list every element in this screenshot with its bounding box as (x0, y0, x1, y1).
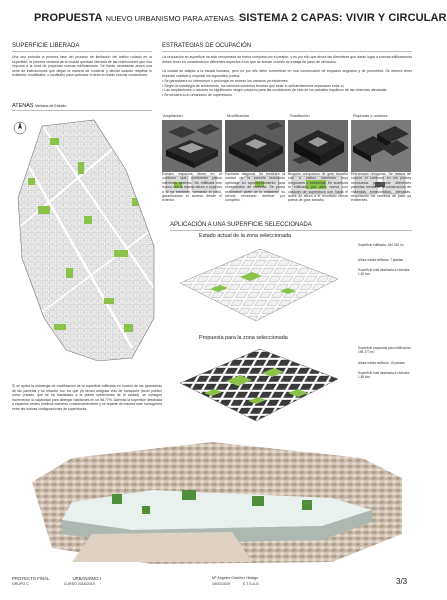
aerial-render (32, 438, 402, 566)
bullet-text: Se garantizara no interrumpir o prolongar en exceso los caminos ya existentes. (164, 79, 289, 83)
superficie-heading: SUPERFICIE LIBERADA (12, 43, 80, 49)
actual-stat-1 (358, 243, 412, 247)
divider (162, 51, 412, 52)
strategy-label-sustitucion: Sustitución (290, 113, 310, 118)
footer-date-school (212, 582, 260, 587)
footer-author: Mª Ángeles Ordóñez Hidalgo (212, 576, 259, 580)
propuesta-stat-2 (358, 361, 405, 365)
actual-stat-2 (358, 258, 403, 262)
title-propuesta: PROPUESTA (34, 12, 103, 24)
stat-text: Altura media edificios: 7 plantas (358, 258, 404, 262)
list-item: • Se tenderá a un urbanismo de superblocks (162, 92, 232, 97)
divider (170, 230, 412, 231)
bullet-text: Se tenderá a un urbanismo de superblocks (164, 92, 232, 97)
bullet-text: Según la estrategia de crecimiento, los caminos cubiertos tendrán que estar lo suficientemente separados entre sí. (164, 83, 345, 88)
aplicacion-heading: APLICACIÓN A UNA SUPERFICIE SELECCIONADA (170, 222, 312, 228)
propuesta-stat-3 (358, 371, 414, 379)
page-title (34, 12, 447, 25)
estrategias-heading: ESTRATEGIAS DE OCUPACIÓN (162, 43, 252, 49)
atenas-label-b: Ventana de Estudio (35, 104, 67, 108)
footer-proyecto: PROYECTO FINAL (12, 576, 50, 581)
actual-stat-3 (358, 268, 414, 276)
title-nuevo-urbanismo: NUEVO URBANISMO PARA ATENAS. (105, 14, 236, 23)
atenas-label-a: ATENAS (12, 103, 34, 109)
superficie-text: Una vez incluida la primera fase del proceso de limitación del tráfico rodado en la superficie, la primera ventana de la ciudad quedará liberada de las restricciones que eso imponía a la hora de proyectar nuevas edificaciones. Se harán necesarias ahora una serie de instrucciones que dirijan la manera de construir y decidir cuándo respetar lo existente, modificarlo, o sustituirlo para optimizar el área en estas nuevas condiciones. (12, 55, 152, 78)
divider (12, 51, 152, 52)
conclusion-text: Si se aplica la estrategia de modificación de la superficie edificada en función de las geometrías de las parcelas y su relación con los que ya serían antiguas vías de transporte (tanto público como privado, que se ha trasladado a la planta subterránea de la ciudad), se consigue incrementar la capacidad para albergar habitantes en un 58.77%. Además la superficie destinada a espacios verdes públicos aumenta considerablemente y se reparte de manera más homogénea entre las nuevas configuraciones de superblocks. (12, 384, 162, 411)
stat-text: Superficie edificada: 184 340 m² (358, 243, 404, 247)
footer-left (12, 576, 101, 581)
footer-curso: CURSO 2018/2019 (63, 582, 95, 586)
list-item: • Según la estrategia de crecimiento, los caminos cubiertos tendrán que estar lo suficientemente separados entre sí. (162, 83, 345, 88)
strategy-text-ampliacion: Existen espacios libres en el contorno que conforman patios interiores abiertos. Se edificará ese hueco con la misma altura o superior a lo ya existente, cerrando el patio, garantizando el acceso desde el exterior. (162, 172, 222, 203)
bullet-text: Las ampliaciones o uniones no significarán ningún perjuicio para las condiciones de vida de los actuales inquilinos de las viviendas afectadas. (164, 88, 388, 93)
divider (12, 110, 152, 111)
footer-grupo: GRUPO C (12, 582, 29, 586)
list-item: • Se garantizara no interrumpir o prolongar en exceso los caminos ya existentes. (162, 79, 289, 83)
stat-text: Altura media edificios: 10 plantas (358, 361, 405, 365)
actual-isometric (170, 243, 346, 325)
ampliacion-render (162, 120, 222, 172)
atenas-label (12, 103, 66, 109)
strategy-text-modificacion: Fachada diagonal. Se restituirá la unidad de la parcela buscando optimizar su aprovechamiento para construcción de vivienda. Se podrá reconstruir parte de lo existente, no siendo necesario derribar por completo. (225, 172, 285, 203)
estrategias-line2: La ciudad se adapta a la escala humana, pero no por ello debe convertirse en una consecución de espacios angostos y de penumbra. Se deberá tener especial cuidado y respetar los siguientes puntos: (162, 69, 412, 78)
footer-left-2 (12, 582, 95, 587)
estrategias-intro: La circulación en superficie ha sido recuperada de forma completa por el peatón, y es por ello que ahora las directrices que darán lugar a nuevas edificaciones deben tener en consideración diferentes aspectos a los que se suman cuando se trabaja de paso de vehículos. (162, 55, 412, 64)
sustitucion-render (288, 120, 348, 172)
stat-text: Superficie propuesta para edificación: 196 277 m² (358, 346, 412, 354)
rupturas-render (351, 120, 411, 172)
title-sistema: SISTEMA 2 CAPAS: VIVIR Y CIRCULAR (238, 12, 447, 24)
strategy-text-rupturas: Entramado ortogonal. Se tratará de romper el contorno en los puntos necesarios para unir diferentes parcelas mediante la construcción de viviendas entrecomillas, elevadas, respetando los caminos de paso ya existentes. (351, 172, 411, 203)
strategy-label-modificacion: Modificación (227, 113, 250, 118)
stat-text: Superficie total destinada a vivienda: 1.30 km² (358, 268, 410, 276)
propuesta-title: Propuesta para la zona seleccionada (199, 335, 288, 341)
modificacion-render (225, 120, 285, 172)
actual-title: Estado actual de la zona seleccionada (199, 233, 292, 239)
footer-school: E.T.S.A.G. (243, 582, 260, 586)
page-number: 3/3 (396, 577, 408, 586)
estrategias-bullets (162, 79, 412, 97)
propuesta-stat-1 (358, 346, 414, 354)
stat-text: Superficie total destinada a vivienda: 1.86 km² (358, 371, 410, 379)
list-item: • Las ampliaciones o uniones no significarán ningún perjuicio para las condiciones de vida de los actuales inquilinos de las viviendas afectadas. (162, 88, 388, 93)
strategy-text-sustitucion: Bloques compactos de gran tamaño con a patios interiores muy irregulares o estrechos. Se sustituirá lo edificado por obra nueva con carácter de superblock con hacia el doble de altura a el resultado ofrece patios de gran tamaño. (288, 172, 348, 203)
strategy-label-rupturas: Rupturas y uniones (353, 113, 388, 118)
propuesta-isometric (170, 343, 346, 425)
footer-date: 15/02/2019 (212, 582, 230, 586)
strategy-label-ampliacion: Ampliación (163, 113, 183, 118)
atenas-study-map (14, 118, 160, 363)
footer-urbanismo: URBANISMO I (72, 576, 101, 581)
